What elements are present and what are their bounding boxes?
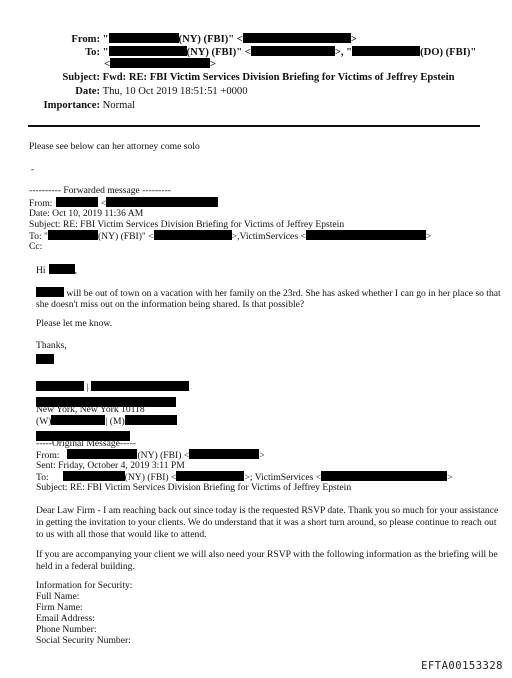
importance-text: Normal xyxy=(102,100,136,111)
header-to: To: " (NY) (FBI)" < >, " (DO) (FBI)" xyxy=(66,46,476,58)
fwd-date-line: Date: Oct 10, 2019 11:36 AM xyxy=(29,208,144,219)
redaction xyxy=(251,46,335,56)
redaction xyxy=(243,33,351,43)
redaction xyxy=(176,471,244,481)
redaction xyxy=(106,197,218,207)
reply-para2: Please let me know. xyxy=(36,318,113,329)
orig-from-label: From: xyxy=(36,450,60,461)
reply-thanks: Thanks, xyxy=(36,340,67,351)
to-text-2: >, " xyxy=(334,47,353,58)
header-to-cont: < > xyxy=(104,59,217,70)
orig-sent-line: Sent: Friday, October 4, 2019 3:11 PM xyxy=(36,460,185,471)
from-label: From: xyxy=(71,34,100,45)
orig-para1-c: to us with all those that would like to attend. xyxy=(36,529,207,540)
redaction xyxy=(36,287,64,297)
header-from: From: " (NY) (FBI)" < > xyxy=(66,33,357,45)
redaction xyxy=(67,449,137,459)
to-text-1: (NY) (FBI)" < xyxy=(186,47,251,58)
redaction xyxy=(352,46,420,56)
redaction xyxy=(91,381,189,391)
subject-text: Fwd: RE: FBI Victim Services Division Briefing for Victims of Jeffrey Epstein xyxy=(102,72,455,83)
redaction xyxy=(125,415,177,425)
greeting-line: Hi , xyxy=(36,265,77,276)
date-label: Date: xyxy=(75,86,100,97)
orig-subject-line: Subject: RE: FBI Victim Services Division Briefing for Victims of Jeffrey Epstein xyxy=(36,482,352,493)
reply-para1-a-text: will be out of town on a vacation with her family on the 23rd. She has asked whether I can go in her place so that xyxy=(66,288,501,299)
orig-para1-a: Dear Law Firm - I am reaching back out since today is the requested RSVP date. Thank you so much for your assistance xyxy=(36,505,499,516)
to-label: To: xyxy=(85,47,100,58)
redaction xyxy=(49,264,75,274)
intro-line: Please see below can her attorney come solo xyxy=(29,141,200,152)
date-text: Thu, 10 Oct 2019 18:51:51 +0000 xyxy=(102,86,248,97)
field-email: Email Address: xyxy=(36,613,95,624)
field-phone: Phone Number: xyxy=(36,624,97,635)
redaction xyxy=(109,33,179,43)
fwd-to-text: (NY) (FBI)" < xyxy=(97,231,154,242)
signature-name xyxy=(36,350,54,368)
fwd-cc-line: Cc: xyxy=(29,241,43,252)
security-title: Information for Security: xyxy=(36,580,133,591)
reply-para1-b: she doesn't miss out on the information being shared. Is that possible? xyxy=(36,299,305,310)
redaction xyxy=(154,230,232,240)
greeting: Hi xyxy=(36,265,46,276)
redaction xyxy=(63,471,125,481)
orig-para2-a: If you are accompanying your client we will also need your RSVP with the following information as the briefing will be xyxy=(36,549,498,560)
header-date xyxy=(49,86,248,97)
dash-line: - xyxy=(31,164,35,175)
fwd-from-label: From: xyxy=(29,198,53,209)
redaction xyxy=(36,354,54,364)
redaction xyxy=(51,415,105,425)
fwd-subject-line: Subject: RE: FBI Victim Services Division Briefing for Victims of Jeffrey Epstein xyxy=(29,219,345,230)
phone-w-label: (W) xyxy=(36,416,52,427)
to-text-3: (DO) (FBI)" xyxy=(420,47,477,58)
fwd-to-line: To: " (NY) (FBI)" < >,VictimServices < > xyxy=(29,231,432,242)
redaction xyxy=(109,46,187,56)
original-title: -----Original Message----- xyxy=(36,438,136,449)
orig-to-line: To: (NY) (FBI) < >; VictimServices < > xyxy=(36,472,453,483)
importance-label: Importance: xyxy=(43,100,100,111)
signature-line-1: | xyxy=(36,381,189,394)
orig-para1-b: in getting the invitation to your clients. We do understand that it was a short turn around, so please continue to reach out xyxy=(36,517,497,528)
redaction xyxy=(48,230,98,240)
fwd-to-label: To: " xyxy=(29,231,48,242)
redaction xyxy=(36,381,84,391)
phone-m-label: | (M) xyxy=(105,416,125,427)
redaction xyxy=(189,449,259,459)
header-subject xyxy=(49,72,454,83)
redaction xyxy=(306,230,426,240)
orig-from-text: (NY) (FBI) < xyxy=(137,450,190,461)
redaction xyxy=(56,197,98,207)
orig-to-text: (NY) (FBI) < xyxy=(124,472,177,483)
field-ssn: Social Security Number: xyxy=(36,635,131,646)
header-importance xyxy=(36,100,135,111)
from-text: (NY) (FBI)" < xyxy=(178,34,243,45)
orig-to-label: To: xyxy=(36,472,49,483)
signature-city: New York, New York 10118 xyxy=(36,404,145,415)
divider xyxy=(28,125,480,127)
fwd-from-line: From: < xyxy=(29,197,218,209)
fwd-to-text-2: >,VictimServices < xyxy=(231,231,306,242)
orig-to-text-2: >; VictimServices < xyxy=(244,472,322,483)
subject-label: Subject: xyxy=(62,72,100,83)
redaction xyxy=(110,58,210,68)
redaction xyxy=(321,471,447,481)
document-id: EFTA00153328 xyxy=(421,660,503,672)
orig-para2-b: held in a federal building. xyxy=(36,561,135,572)
forwarded-title: ---------- Forwarded message --------- xyxy=(29,185,171,196)
field-firm-name: Firm Name: xyxy=(36,602,83,613)
field-full-name: Full Name: xyxy=(36,591,80,602)
orig-from-line: From: (NY) (FBI) < > xyxy=(36,450,265,461)
